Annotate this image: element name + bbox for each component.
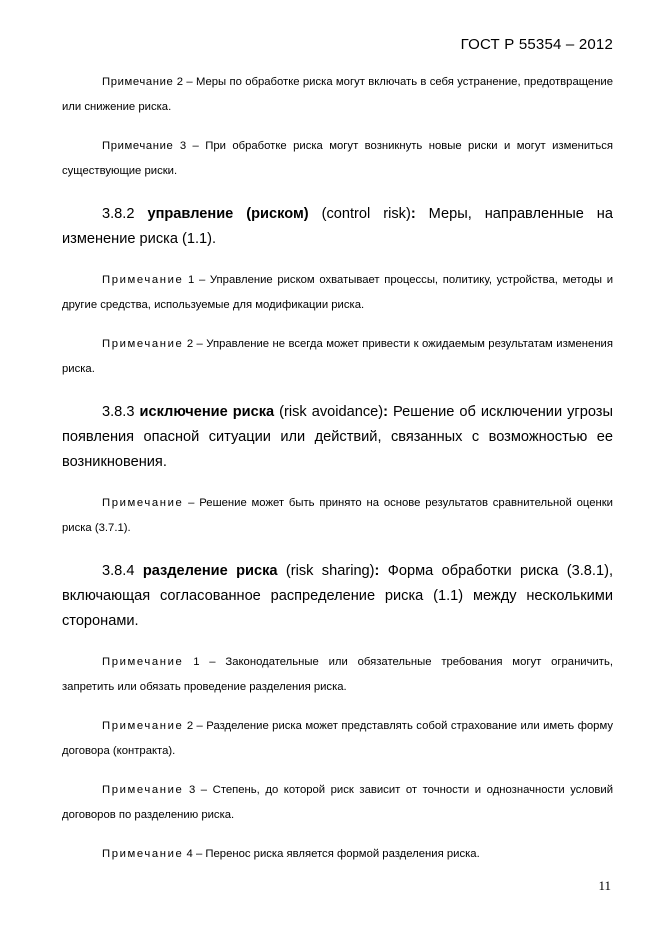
- note-number: 2: [176, 76, 184, 88]
- term-number: 3.8.2: [102, 206, 135, 222]
- note-text: Перенос риска является формой разделения риска.: [205, 848, 480, 860]
- term-number: 3.8.3: [102, 404, 135, 420]
- note-text: Управление риском охватывает процессы, политику, устройства, методы и другие средства, используемые для модификации риска.: [62, 274, 614, 311]
- note-label: Примечание: [102, 784, 184, 796]
- note-label: Примечание: [102, 656, 184, 668]
- note-number: 3: [188, 784, 196, 796]
- term-english: (risk avoidance): [279, 404, 384, 420]
- term-english: (control risk): [321, 206, 411, 222]
- note-number: 2: [186, 338, 194, 350]
- term-definition: 3.8.2 управление (риском) (control risk): Меры, направленные на изменение риска (1.1).: [62, 206, 613, 247]
- note-label: Примечание: [102, 338, 184, 350]
- note-label: Примечание: [102, 720, 184, 732]
- term-definition: 3.8.4 разделение риска (risk sharing): Форма обработки риска (3.8.1), включающая согласованное распределение риска (1.1) между несколькими сторонами.: [62, 563, 614, 629]
- note-text: Законодательные или обязательные требования могут ограничить, запретить или обязать проведение разделения риска.: [62, 656, 614, 693]
- term-text: Меры, направленные на изменение риска (1.1).: [62, 206, 613, 247]
- document-body: [62, 70, 613, 881]
- term-text: Форма обработки риска (3.8.1), включающая согласованное распределение риска (1.1) между несколькими сторонами.: [62, 563, 614, 629]
- page-number: 11: [598, 878, 611, 893]
- note-paragraph: Примечание 3 – Степень, до которой риск зависит от точности и однозначности условий договоров по разделению риска.: [62, 784, 614, 821]
- note-paragraph: Примечание 1 – Законодательные или обязательные требования могут ограничить, запретить или обязать проведение разделения риска.: [62, 656, 614, 693]
- note-text: Управление не всегда может привести к ожидаемым результатам изменения риска.: [62, 338, 613, 375]
- note-number: 1: [193, 656, 200, 668]
- term-number: 3.8.4: [102, 563, 135, 579]
- note-number: 3: [179, 140, 187, 152]
- note-label: Примечание: [102, 497, 184, 509]
- note-number: 2: [186, 720, 194, 732]
- note-text: Степень, до которой риск зависит от точности и однозначности условий договоров по разделению риска.: [62, 784, 614, 821]
- note-text: Решение может быть принято на основе результатов сравнительной оценки риска (3.7.1).: [62, 497, 613, 534]
- note-paragraph: Примечание – Решение может быть принято на основе результатов сравнительной оценки риска (3.7.1).: [62, 497, 613, 534]
- term-english: (risk sharing): [285, 563, 375, 579]
- note-paragraph: Примечание 2 – Разделение риска может представлять собой страхование или иметь форму договора (контракта).: [62, 720, 613, 757]
- note-text: При обработке риска могут возникнуть новые риски и могут измениться существующие риски.: [62, 140, 614, 177]
- note-text: Разделение риска может представлять собой страхование или иметь форму договора (контракта).: [62, 720, 613, 757]
- term-name: исключение риска: [139, 404, 275, 420]
- note-paragraph: Примечание 2 – Управление не всегда может привести к ожидаемым результатам изменения риска.: [62, 338, 613, 375]
- term-name: управление (риском): [147, 206, 309, 222]
- document-code: ГОСТ Р 55354 – 2012: [460, 36, 613, 53]
- note-paragraph: Примечание 1 – Управление риском охватывает процессы, политику, устройства, методы и другие средства, используемые для модификации риска.: [62, 274, 614, 311]
- note-label: Примечание: [102, 274, 184, 286]
- note-text: Меры по обработке риска могут включать в себя устранение, предотвращение или снижение риска.: [62, 76, 614, 113]
- note-paragraph: Примечание 4 – Перенос риска является формой разделения риска.: [102, 848, 480, 860]
- term-text: Решение об исключении угрозы появления опасной ситуации или действий, связанных с возможностью ее возникновения.: [62, 404, 613, 470]
- term-definition: 3.8.3 исключение риска (risk avoidance): Решение об исключении угрозы появления опасной ситуации или действий, связанных с возможностью ее возникновения.: [62, 404, 613, 470]
- note-paragraph: Примечание 3 – При обработке риска могут возникнуть новые риски и могут измениться существующие риски.: [62, 140, 614, 177]
- note-label: Примечание: [102, 140, 174, 152]
- note-label: Примечание: [102, 848, 184, 860]
- note-paragraph: Примечание 2 – Меры по обработке риска могут включать в себя устранение, предотвращение или снижение риска.: [62, 76, 614, 113]
- note-number: 4: [186, 848, 193, 860]
- term-name: разделение риска: [142, 563, 278, 579]
- note-label: Примечание: [102, 76, 174, 88]
- note-number: 1: [188, 274, 195, 286]
